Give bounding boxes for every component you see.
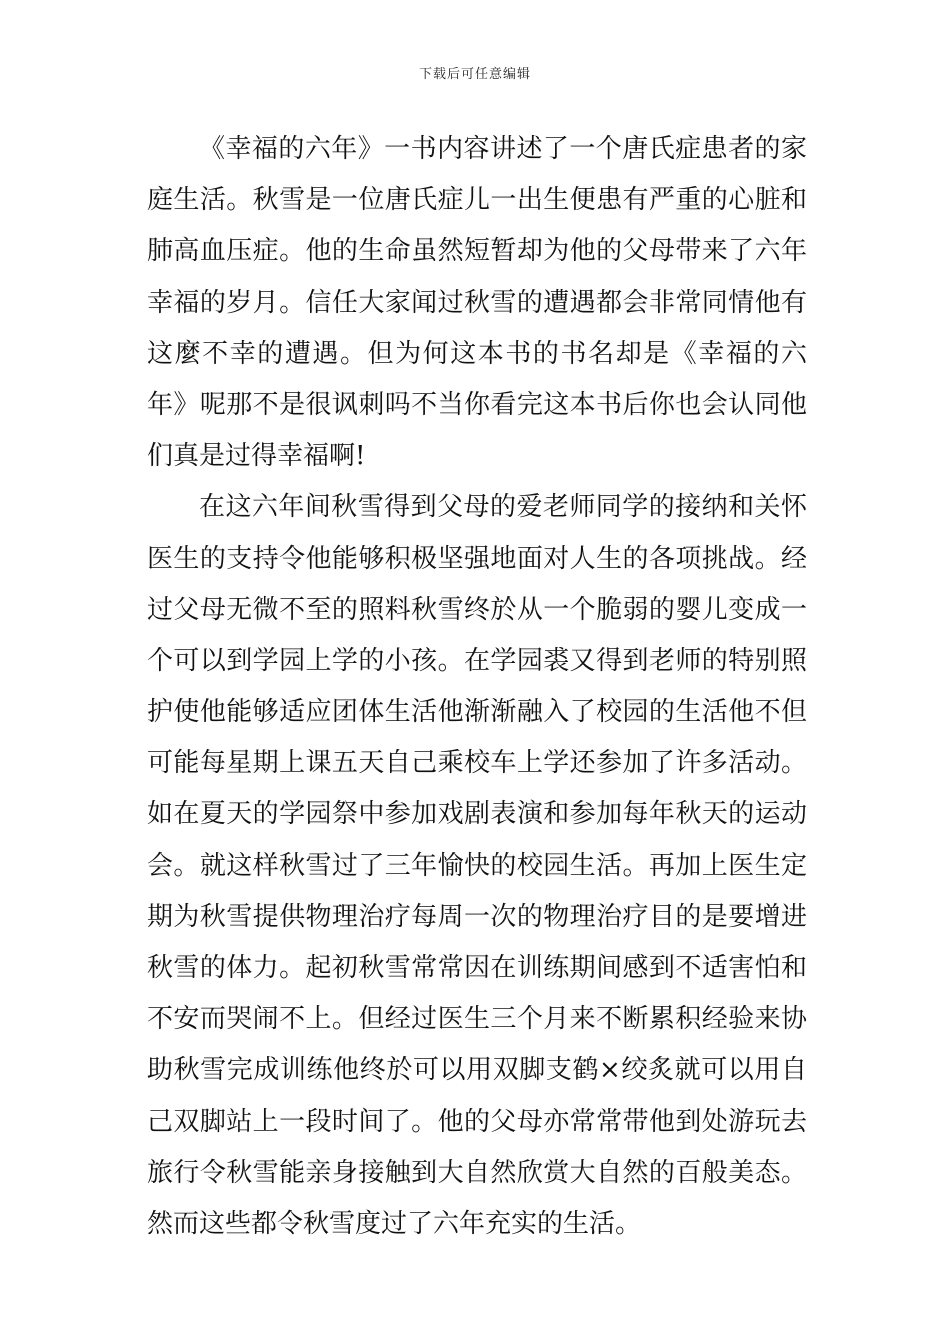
text-line: 庭生活。秋雪是一位唐氏症儿一出生便患有严重的心脏和	[147, 185, 807, 216]
text-line: 如在夏天的学园祭中参加戏剧表演和参加每年秋天的运动	[147, 799, 807, 830]
text-line: 护使他能够适应团体生活他渐渐融入了校园的生活他不但	[147, 697, 807, 728]
paragraph	[147, 124, 807, 482]
text-line: 个可以到学园上学的小孩。在学园裘又得到老师的特别照	[147, 645, 807, 676]
text-line: 医生的支持令他能够积极坚强地面对人生的各项挑战。经	[147, 543, 807, 574]
text-line: 会。就这样秋雪过了三年愉快的校园生活。再加上医生定	[147, 850, 807, 881]
text-line: 肺高血压症。他的生命虽然短暂却为他的父母带来了六年	[147, 236, 807, 267]
text-line: 可能每星期上课五天自己乘校车上学还参加了许多活动。	[147, 748, 807, 779]
text-line: 过父母无微不至的照料秋雪终於从一个脆弱的婴儿变成一	[147, 594, 807, 625]
text-line: 幸福的岁月。信任大家闻过秋雪的遭遇都会非常同情他有	[147, 287, 807, 318]
page-header: 下载后可任意编辑	[418, 67, 531, 82]
text-line: 期为秋雪提供物理治疗每周一次的物理治疗目的是要增进	[147, 901, 807, 932]
text-line: 年》呢那不是很讽刺吗不当你看完这本书后你也会认同他	[147, 389, 807, 420]
text-line: 助秋雪完成训练他终於可以用双脚支鹤×绞炙就可以用自	[147, 1055, 807, 1086]
text-line: 在这六年间秋雪得到父母的爱老师同学的接纳和关怀	[199, 492, 807, 523]
text-line: 己双脚站上一段时间了。他的父母亦常常带他到处游玩去	[147, 1106, 807, 1137]
text-line: 们真是过得幸福啊!	[147, 441, 366, 472]
text-line: 《幸福的六年》一书内容讲述了一个唐氏症患者的家	[199, 134, 807, 164]
text-line: 这麼不幸的遭遇。但为何这本书的书名却是《幸福的六	[147, 338, 807, 369]
text-line: 秋雪的体力。起初秋雪常常因在训练期间感到不适害怕和	[147, 953, 807, 983]
paragraph	[147, 482, 807, 1250]
text-line: 然而这些都令秋雪度过了六年充实的生活。	[147, 1208, 642, 1239]
text-line: 不安而哭闹不上。但经过医生三个月来不断累积经验来协	[147, 1004, 807, 1035]
text-line: 旅行令秋雪能亲身接触到大自然欣赏大自然的百般美态。	[147, 1157, 807, 1188]
document-body	[147, 124, 807, 1250]
